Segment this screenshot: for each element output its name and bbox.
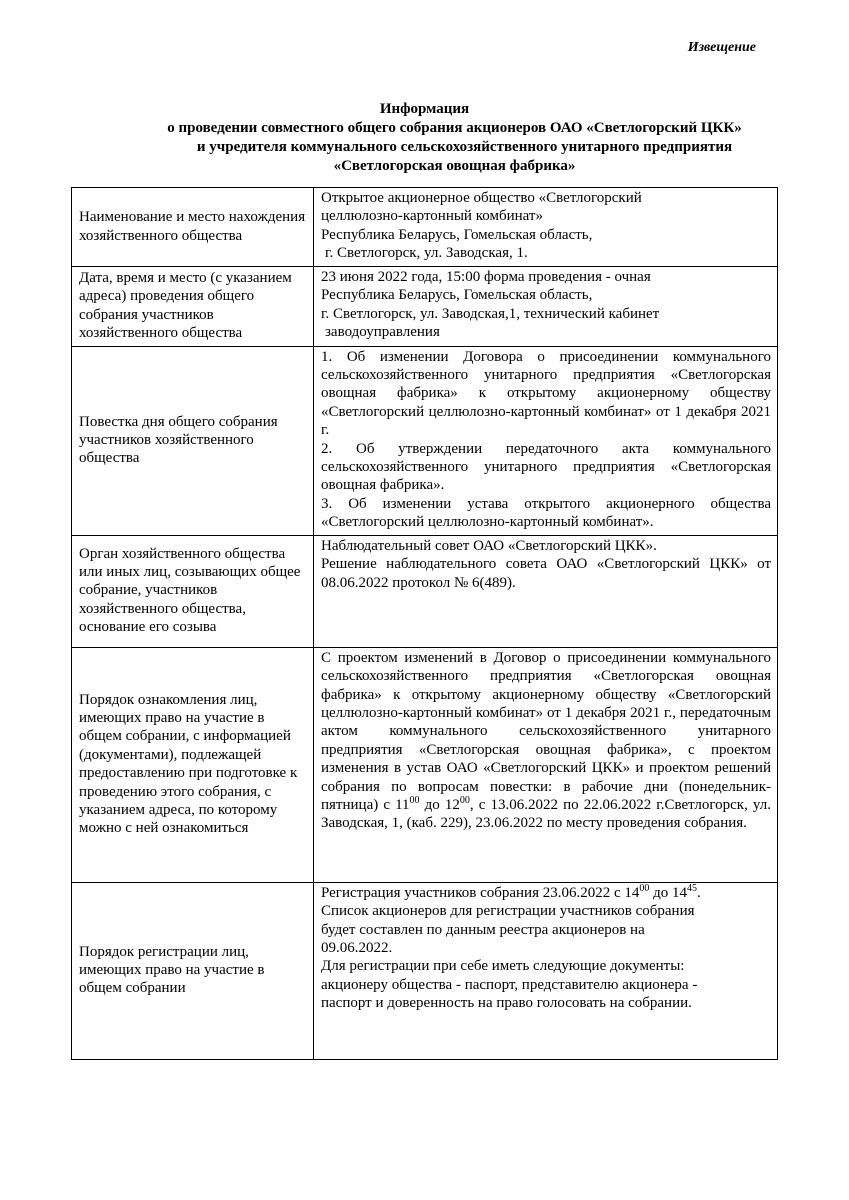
registration-to-minutes: 45	[687, 882, 698, 894]
table-row	[72, 882, 778, 1059]
review-text-part: , с 13.06.2022 по 22.06.2022 г.Светлогорск, ул. Заводская, 1, (каб. 229), 23.06.2022 по месту проведения собрания.	[321, 796, 771, 832]
registration-text: Регистрация участников собрания 23.06.2022 с	[321, 884, 625, 901]
value-line: паспорт и доверенность на право голосовать на собрании.	[321, 995, 692, 1012]
table-row	[72, 188, 778, 267]
table-row	[72, 535, 778, 647]
row-value	[314, 535, 778, 647]
row-value	[314, 188, 778, 267]
row-value	[314, 647, 778, 882]
time-from: 11	[395, 796, 410, 813]
value-line: Для регистрации при себе иметь следующие документы:	[321, 958, 685, 975]
value-line: Список акционеров для регистрации участников собрания	[321, 903, 695, 920]
value-line: Республика Беларусь, Гомельская область,	[321, 226, 593, 243]
row-label: Порядок регистрации лиц, имеющих право на участие в общем собрании	[72, 882, 314, 1059]
time-to: 12	[444, 796, 460, 813]
value-line: заводоуправления	[325, 324, 440, 341]
table-row	[72, 346, 778, 535]
value-line: 09.06.2022.	[321, 939, 393, 956]
agenda-item: 2. Об утверждении передаточного акта коммунального сельскохозяйственного унитарного предприятия «Светлогорская овощная фабрика».	[321, 440, 771, 494]
title-line-2: о проведении совместного общего собрания акционеров ОАО «Светлогорский ЦКК»	[167, 120, 742, 136]
value-line: 23 июня 2022 года, 15:00 форма проведения - очная	[321, 269, 651, 285]
row-label: Порядок ознакомления лиц, имеющих право на участие в общем собрании, с информацией (документами), подлежащей предоставлению при подготовке к проведению этого собрания, с указанием адреса, по которому можно с ней ознакомиться	[72, 647, 314, 882]
row-label: Наименование и место нахождения хозяйственного общества	[72, 188, 314, 267]
row-label: Повестка дня общего собрания участников хозяйственного общества	[72, 346, 314, 535]
value-line: целлюлозно-картонный комбинат»	[321, 208, 543, 225]
review-procedure-text	[321, 649, 771, 833]
time-from-minutes: 00	[409, 794, 420, 806]
review-text-part: до	[419, 796, 445, 813]
document-notice-label: Извещение	[687, 40, 756, 55]
review-text-part: С проектом изменений в Договор о присоединении коммунального сельскохозяйственного предприятия «Светлогорская овощная фабрика» к открытому акционерному обществу «Светлогорский целлюлозно-картонный комбинат» от 1 декабря 2021 г., передаточным актом коммунального сельскохозяйственного унитарного предприятия «Светлогорская овощная фабрика», с проектом изменения в устав ОАО «Светлогорский ЦКК» и проектом решений собрания по вопросам повестки: в рабочие дни (понедельник-пятница) с	[321, 649, 771, 813]
row-value	[314, 882, 778, 1059]
registration-time-line	[321, 884, 771, 902]
title-line-3: и учредителя коммунального сельскохозяйственного унитарного предприятия	[196, 139, 733, 155]
time-to-minutes: 00	[459, 794, 470, 806]
row-label: Дата, время и место (с указанием адреса) проведения общего собрания участников хозяйственного общества	[72, 267, 314, 347]
row-value	[314, 346, 778, 535]
registration-to: 14	[672, 884, 688, 901]
agenda-item: 1. Об изменении Договора о присоединении коммунального сельскохозяйственного унитарного предприятия «Светлогорская овощная фабрика» к открытому акционерному обществу «Светлогорский целлюлозно-картонный комбинат» от 1 декабря 2021 г.	[321, 348, 771, 439]
row-label: Орган хозяйственного общества или иных лиц, созывающих общее собрание, участников хозяйственного общества, основание его созыва	[72, 535, 314, 647]
registration-from: 14	[624, 884, 640, 901]
document-title-block	[0, 100, 849, 176]
value-line: Наблюдательный совет ОАО «Светлогорский ЦКК».	[321, 537, 657, 554]
info-table	[71, 187, 778, 1060]
title-line-4: «Светлогорская овощная фабрика»	[333, 158, 576, 174]
table-row	[72, 647, 778, 882]
row-value	[314, 267, 778, 347]
value-line: Республика Беларусь, Гомельская область,	[321, 287, 593, 304]
registration-text: .	[697, 884, 701, 901]
value-line: Открытое акционерное общество «Светлогорский	[321, 190, 642, 206]
title-line-1: Информация	[379, 101, 470, 117]
value-line: акционеру общества - паспорт, представителю акционера -	[321, 976, 698, 993]
agenda-item: 3. Об изменении устава открытого акционерного общества «Светлогорский целлюлозно-картонный комбинат».	[321, 495, 771, 531]
registration-from-minutes: 00	[639, 882, 650, 894]
value-line: г. Светлогорск, ул. Заводская,1, технический кабинет	[321, 305, 660, 322]
value-line: Решение наблюдательного совета ОАО «Светлогорский ЦКК» от 08.06.2022 протокол № 6(489).	[321, 556, 771, 591]
registration-text: до	[649, 884, 673, 901]
value-line: будет составлен по данным реестра акционеров на	[321, 921, 645, 938]
value-line: г. Светлогорск, ул. Заводская, 1.	[325, 245, 528, 262]
table-row	[72, 267, 778, 347]
